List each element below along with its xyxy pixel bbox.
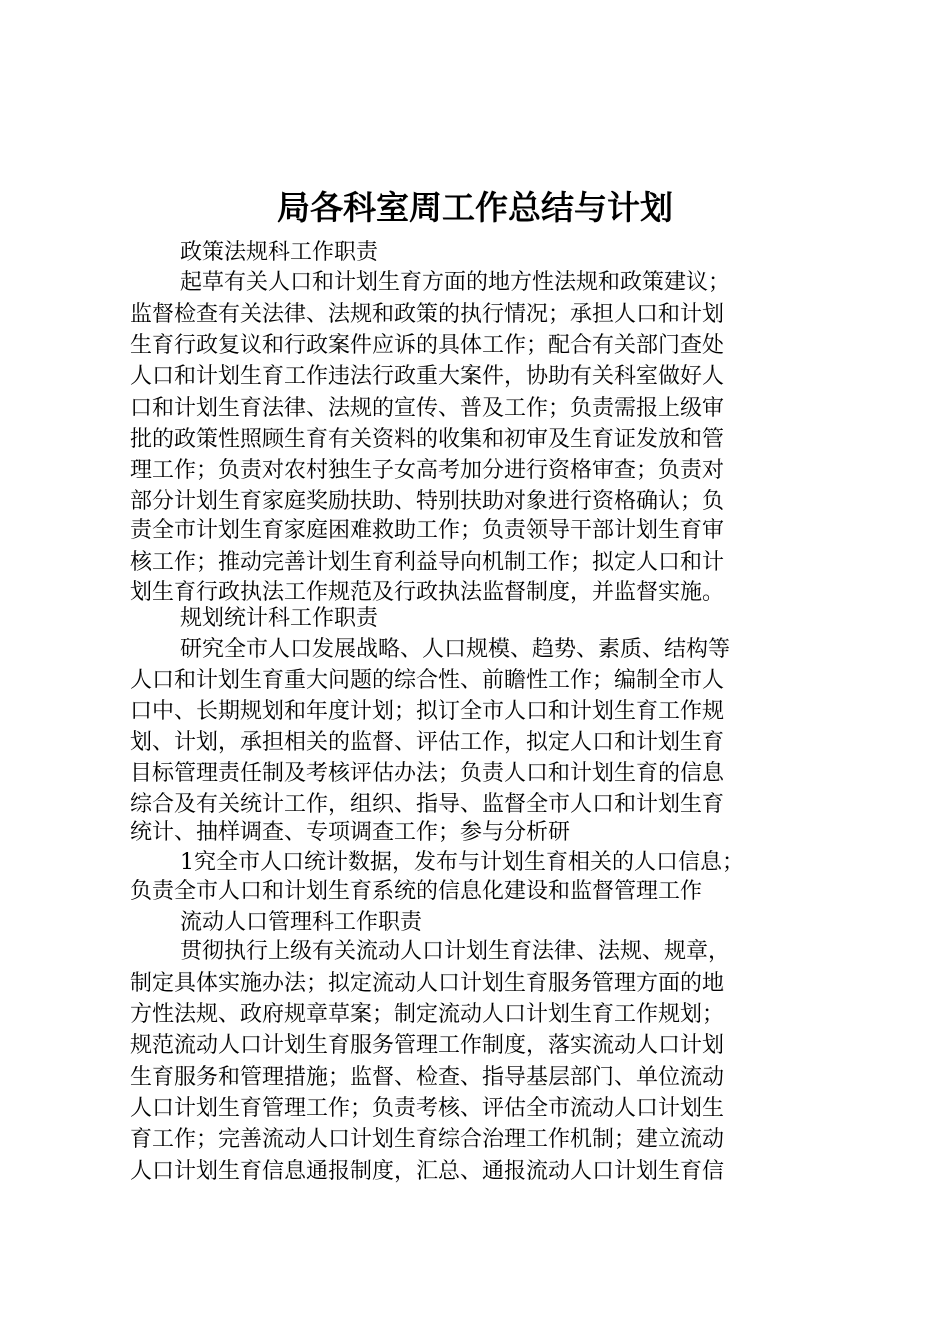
paragraph-line: 方性法规、政府规章草案；制定流动人口计划生育工作规划； bbox=[130, 1002, 725, 1027]
paragraph-line: 人口和计划生育工作违法行政重大案件，协助有关科室做好人 bbox=[130, 364, 725, 389]
paragraph-line: 综合及有关统计工作，组织、指导、监督全市人口和计划生育 bbox=[130, 792, 725, 817]
section-heading: 流动人口管理科工作职责 bbox=[180, 910, 423, 935]
paragraph-line: 划、计划，承担相关的监督、评估工作，拟定人口和计划生育 bbox=[130, 730, 725, 755]
paragraph-line: 1究全市人口统计数据，发布与计划生育相关的人口信息； bbox=[180, 850, 744, 875]
paragraph-line: 部分计划生育家庭奖励扶助、特别扶助对象进行资格确认；负 bbox=[130, 489, 725, 514]
paragraph-line: 口和计划生育法律、法规的宣传、普及工作；负责需报上级审 bbox=[130, 396, 725, 421]
paragraph-line: 责全市计划生育家庭困难救助工作；负责领导干部计划生育审 bbox=[130, 518, 725, 543]
document-title: 局各科室周工作总结与计划 bbox=[277, 188, 673, 227]
paragraph-line: 起草有关人口和计划生育方面的地方性法规和政策建议； bbox=[180, 270, 731, 295]
paragraph-line: 人口计划生育管理工作；负责考核、评估全市流动人口计划生 bbox=[130, 1096, 725, 1121]
paragraph-line: 人口和计划生育重大问题的综合性、前瞻性工作；编制全市人 bbox=[130, 668, 725, 693]
paragraph-line: 生育服务和管理措施；监督、检查、指导基层部门、单位流动 bbox=[130, 1065, 725, 1090]
paragraph-line: 批的政策性照顾生育有关资料的收集和初审及生育证发放和管 bbox=[130, 427, 725, 452]
paragraph-line: 划生育行政执法工作规范及行政执法监督制度，并监督实施。 bbox=[130, 580, 725, 605]
paragraph-line: 生育行政复议和行政案件应诉的具体工作；配合有关部门查处 bbox=[130, 333, 725, 358]
paragraph-line: 核工作；推动完善计划生育利益导向机制工作；拟定人口和计 bbox=[130, 550, 725, 575]
paragraph-line: 统计、抽样调查、专项调查工作；参与分析研 bbox=[130, 820, 571, 845]
paragraph-line: 监督检查有关法律、法规和政策的执行情况；承担人口和计划 bbox=[130, 302, 725, 327]
paragraph-line: 负责全市人口和计划生育系统的信息化建设和监督管理工作 bbox=[130, 879, 703, 904]
paragraph-line: 规范流动人口计划生育服务管理工作制度，落实流动人口计划 bbox=[130, 1033, 725, 1058]
paragraph-line: 目标管理责任制及考核评估办法；负责人口和计划生育的信息 bbox=[130, 761, 725, 786]
paragraph-line: 研究全市人口发展战略、人口规模、趋势、素质、结构等 bbox=[180, 637, 731, 662]
paragraph-line: 贯彻执行上级有关流动人口计划生育法律、法规、规章， bbox=[180, 939, 731, 964]
paragraph-line: 口中、长期规划和年度计划；拟订全市人口和计划生育工作规 bbox=[130, 699, 725, 724]
paragraph-line: 人口计划生育信息通报制度，汇总、通报流动人口计划生育信 bbox=[130, 1159, 725, 1184]
section-heading: 政策法规科工作职责 bbox=[180, 240, 379, 265]
paragraph-line: 理工作；负责对农村独生子女高考加分进行资格审查；负责对 bbox=[130, 458, 725, 483]
section-heading: 规划统计科工作职责 bbox=[180, 606, 379, 631]
paragraph-line: 育工作；完善流动人口计划生育综合治理工作机制；建立流动 bbox=[130, 1127, 725, 1152]
paragraph-line: 制定具体实施办法；拟定流动人口计划生育服务管理方面的地 bbox=[130, 971, 725, 996]
